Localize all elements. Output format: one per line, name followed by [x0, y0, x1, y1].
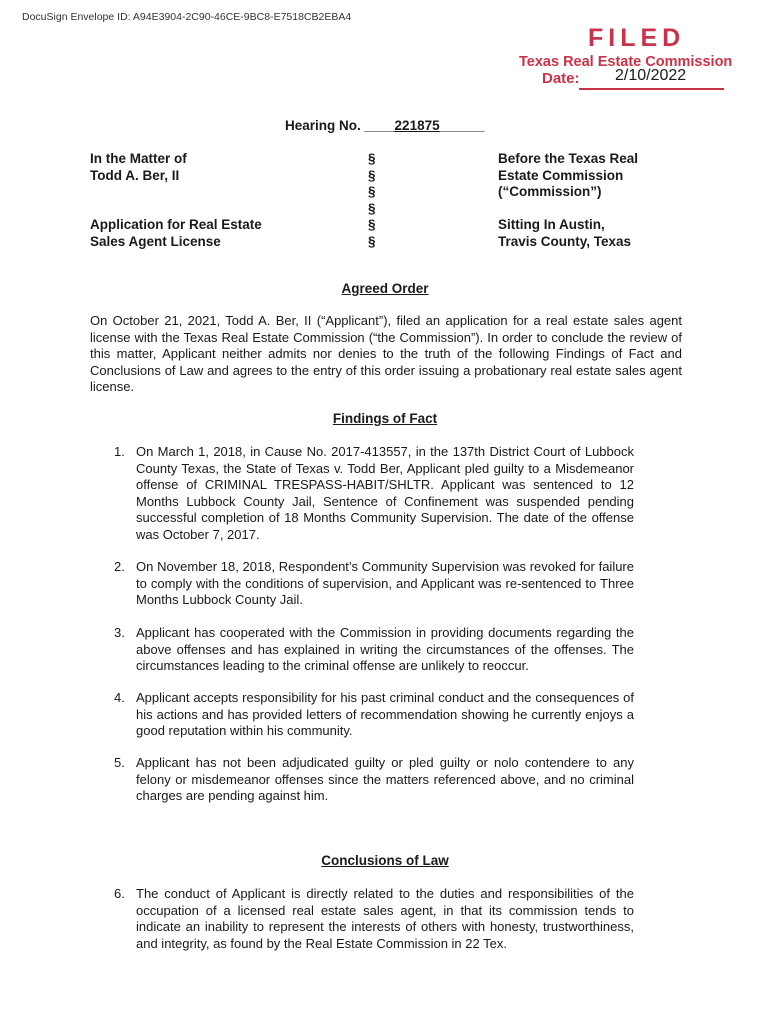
hearing-number-line — [285, 118, 485, 133]
caption-tribunal — [498, 151, 638, 250]
stamp-filed-text: FILED — [588, 24, 686, 52]
caption-section-symbols — [368, 151, 376, 250]
document-title: Agreed Order — [341, 281, 429, 296]
section-symbol: § — [368, 200, 376, 216]
finding-text: Applicant has not been adjudicated guilty or pled guilty or nolo contendere to any felony or misdemeanor offenses since the matters referenced above, and no criminal charges are pending against him. — [136, 755, 634, 803]
finding-text: On November 18, 2018, Respondent’s Community Supervision was revoked for failure to comply with the conditions of supervision, and Applicant was re-sentenced to Three Months Lubbock County Jail. — [136, 559, 634, 607]
conclusion-number: 6. — [114, 886, 125, 901]
caption-right-line: Sitting In Austin, — [498, 217, 605, 232]
finding-item — [114, 444, 634, 543]
section-symbol: § — [368, 217, 376, 232]
caption-right-line: Before the Texas Real — [498, 151, 639, 166]
hearing-trailing: ______ — [439, 118, 485, 133]
conclusion-item — [114, 886, 634, 952]
finding-item — [114, 559, 634, 609]
caption-left-line: Todd A. Ber, II — [90, 167, 180, 183]
caption-left-line: Sales Agent License — [90, 233, 221, 249]
caption-right-line: Travis County, Texas — [498, 233, 632, 249]
finding-number: 3. — [114, 625, 125, 640]
section-symbol: § — [368, 233, 376, 249]
section-symbol: § — [368, 184, 376, 199]
finding-text: On March 1, 2018, in Cause No. 2017-413557, in the 137th District Court of Lubbock County Texas, the State of Texas v. Todd Ber, Applicant pled guilty to a Misdemeanor offense of CRIMINAL TRESPASS-HABIT/SHLTR. Applicant was sentenced to 12 Months Lubbock County Jail, Sentence of Confinement was suspended pending successful completion of 18 Months Community Supervision. The date of the offense was October 7, 2017. — [136, 444, 634, 542]
stamp-date-line — [579, 88, 724, 90]
hearing-label: Hearing No. ____ — [285, 118, 395, 133]
finding-number: 2. — [114, 559, 125, 574]
finding-text: Applicant accepts responsibility for his past criminal conduct and the consequences of his actions and has provided letters of recommendation showing he currently enjoys a good reputation within his community. — [136, 690, 634, 738]
intro-paragraph: On October 21, 2021, Todd A. Ber, II (“Applicant”), filed an application for a real estate sales agent license with the Texas Real Estate Commission (“the Commission”). In order to conclude the review of this matter, Applicant neither admits nor denies to the truth of the following Findings of Fact and Conclusions of Law and agrees to the entry of this order issuing a probationary real estate sales agent license. — [90, 313, 682, 394]
finding-text: Applicant has cooperated with the Commission in providing documents regarding the above offenses and has explained in writing the circumstances of the offenses. The circumstances leading to the criminal offense are unlikely to reoccur. — [136, 625, 634, 673]
hearing-number: 221875 — [394, 118, 440, 133]
finding-number: 4. — [114, 690, 125, 705]
conclusions-heading: Conclusions of Law — [321, 853, 449, 868]
docusign-envelope-id: DocuSign Envelope ID: A94E3904-2C90-46CE-9BC8-E7518CB2EBA4 — [22, 11, 352, 23]
caption-right-line: (“Commission”) — [498, 184, 602, 199]
finding-number: 1. — [114, 444, 125, 459]
caption-left-line: In the Matter of — [90, 151, 187, 166]
section-symbol: § — [368, 151, 376, 166]
finding-item — [114, 690, 634, 740]
caption-left-line: Application for Real Estate — [90, 217, 262, 232]
findings-heading: Findings of Fact — [332, 411, 438, 426]
stamp-date-value: 2/10/2022 — [615, 67, 687, 84]
finding-item — [114, 755, 634, 805]
stamp-date-label: Date: — [542, 70, 580, 87]
finding-item — [114, 625, 634, 675]
caption-right-line: Estate Commission — [498, 167, 624, 183]
finding-number: 5. — [114, 755, 125, 770]
section-symbol: § — [368, 167, 376, 183]
caption-matter — [90, 151, 262, 250]
stamp-commission-text: Texas Real Estate Commission — [519, 54, 733, 70]
conclusion-text: The conduct of Applicant is directly related to the duties and responsibilities of the occupation of a licensed real estate sales agent, in that its commission tends to indicate an inability to represent the interests of others with honesty, trustworthiness, and integrity, as found by the Real Estate Commission in 22 Tex. — [136, 886, 634, 951]
